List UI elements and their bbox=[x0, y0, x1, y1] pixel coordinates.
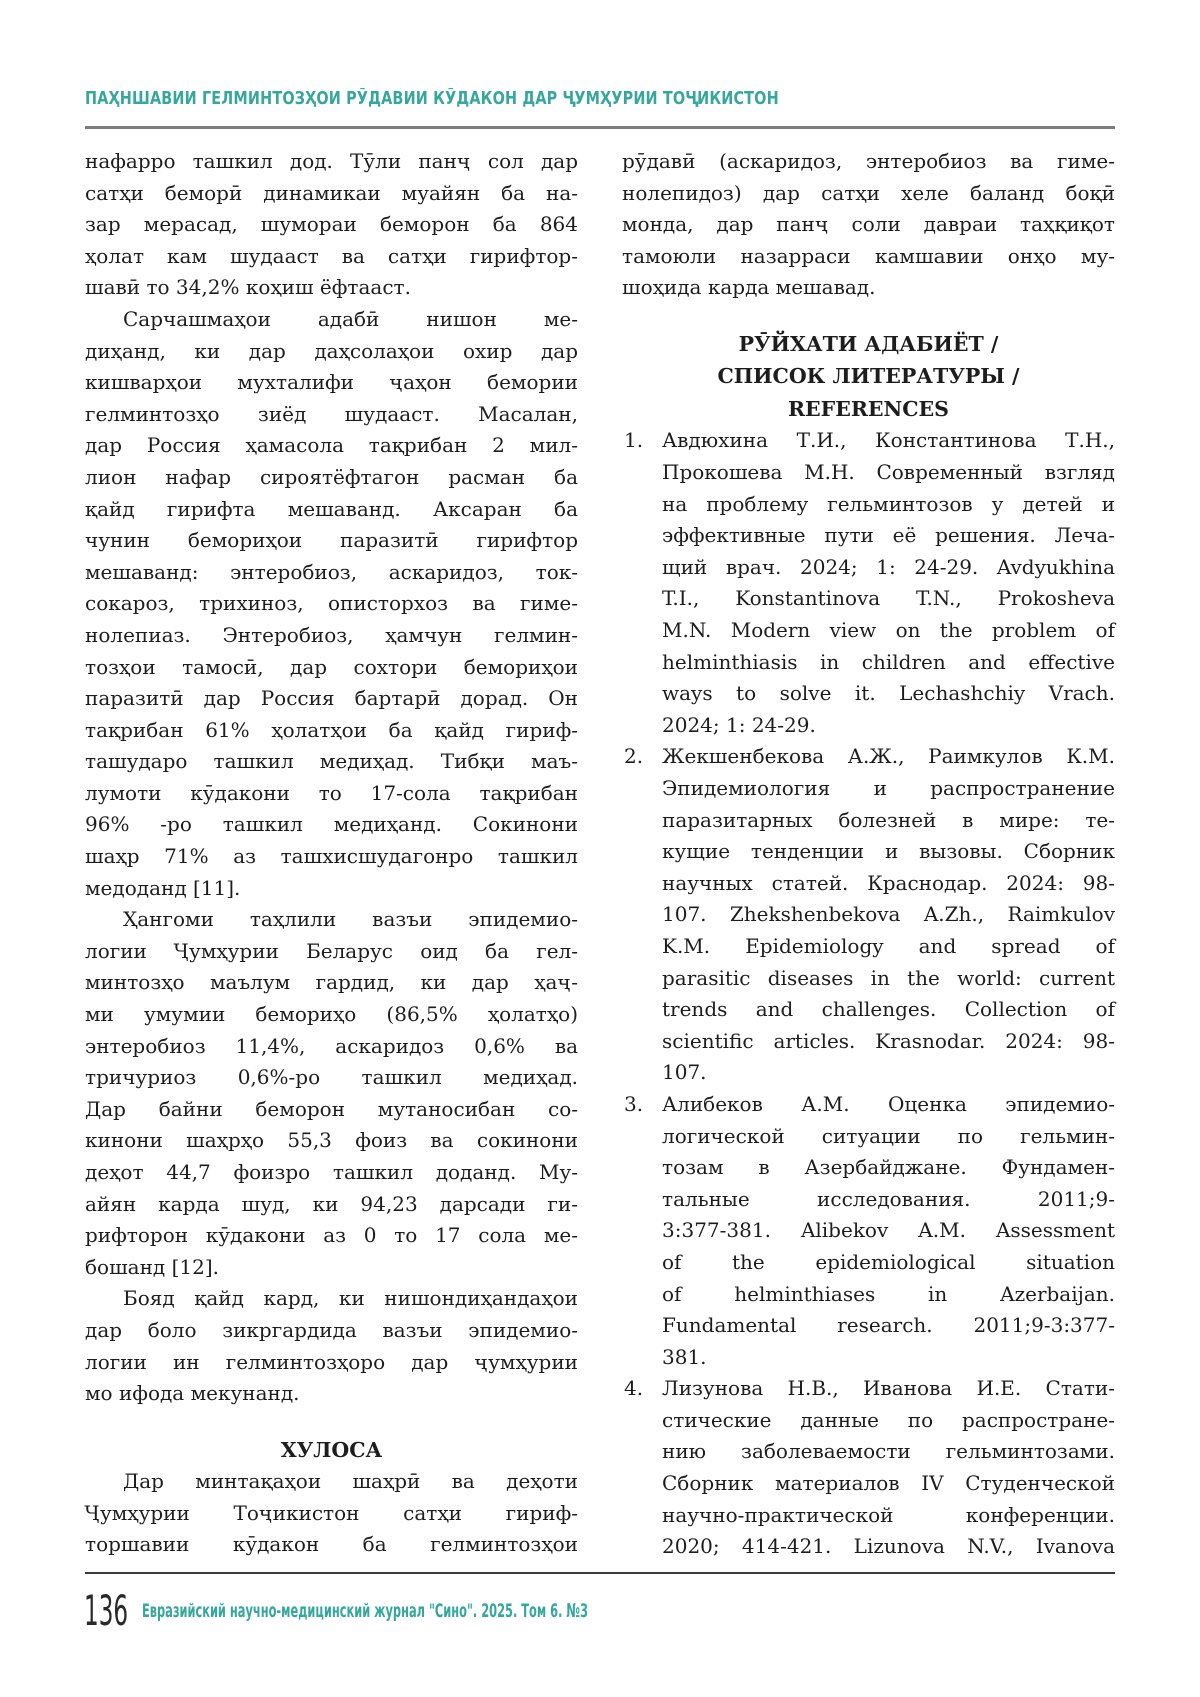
text-line: эффективные пути её решения. Леча- bbox=[662, 523, 1115, 548]
text-line: диҳанд, ки дар даҳсолаҳои охир дар bbox=[85, 338, 578, 363]
reference-item bbox=[622, 1373, 1115, 1563]
text-line: чунин бемориҳои паразитӣ гирифтор bbox=[85, 528, 578, 553]
text-line: бошанд [12]. bbox=[85, 1254, 220, 1279]
text-line: 2020; 414-421. Lizunova N.V., Ivanova bbox=[662, 1534, 1115, 1559]
text-line: ташударо ташкил медиҳад. Тибқи маъ- bbox=[85, 749, 578, 774]
text-line: медоданд [11]. bbox=[85, 875, 241, 900]
text-line: научно-практической конференции. bbox=[662, 1502, 1115, 1527]
heading-line: REFERENCES bbox=[788, 396, 949, 421]
text-line: кущие тенденции и вызовы. Сборник bbox=[662, 839, 1115, 864]
text-line: of the epidemiological situation bbox=[662, 1249, 1115, 1274]
heading-line: СПИСОК ЛИТЕРАТУРЫ / bbox=[717, 364, 1020, 389]
reference-number: 3. bbox=[624, 1091, 644, 1116]
paragraph bbox=[85, 904, 578, 1283]
text-line: тальные исследования. 2011;9- bbox=[662, 1186, 1115, 1211]
text-line: мо ифода мекунанд. bbox=[85, 1381, 300, 1406]
text-line: 3:377-381. Alibekov A.M. Assessment bbox=[662, 1218, 1115, 1243]
text-line: тозҳои тамосӣ, дар сохтори бемориҳои bbox=[85, 654, 578, 679]
reference-item bbox=[622, 1089, 1115, 1373]
text-line: зар мерасад, шумораи беморон ба 864 bbox=[85, 212, 578, 237]
heading-line: ХУЛОСА bbox=[280, 1437, 383, 1462]
text-line: рӯдавӣ (аскаридоз, энтеробиоз ва гиме- bbox=[622, 149, 1115, 173]
text-line: шаҳр 71% аз ташхисшудагонро ташкил bbox=[85, 844, 578, 869]
text-line: логической ситуации по гельмин- bbox=[662, 1123, 1115, 1148]
text-line: дар Россия ҳамасола тақрибан 2 мил- bbox=[85, 433, 578, 458]
text-line: scientific articles. Krasnodar. 2024: 98- bbox=[662, 1028, 1115, 1053]
text-line: лумоти кӯдакони то 17-сола тақрибан bbox=[85, 780, 578, 805]
text-line: на проблему гельминтозов у детей и bbox=[662, 491, 1115, 516]
reference-number: 1. bbox=[624, 428, 644, 453]
text-line: мешаванд: энтеробиоз, аскаридоз, ток- bbox=[85, 559, 578, 584]
text-line: тақрибан 61% ҳолатҳои ба қайд гириф- bbox=[85, 717, 578, 742]
text-line: паразитарных болезней в мире: те- bbox=[662, 807, 1115, 832]
text-line: логии ин гелминтозҳоро дар ҷумҳурии bbox=[85, 1349, 578, 1374]
text-line: Дар байни беморон мутаносибан со- bbox=[85, 1096, 578, 1121]
text-line: trends and challenges. Collection of bbox=[662, 997, 1115, 1022]
paragraph bbox=[85, 304, 578, 904]
section-heading bbox=[622, 328, 1115, 426]
journal-title: Евразийский научно-медицинский журнал "Сино". 2025. Том 6. №3 bbox=[142, 1600, 589, 1622]
text-line: Fundamental research. 2011;9-3:377- bbox=[662, 1313, 1115, 1338]
heading-line: РӮЙХАТИ АДАБИЁТ / bbox=[738, 331, 999, 356]
text-line: минтозҳо маълум гардид, ки дар ҳаҷ- bbox=[85, 970, 578, 995]
text-line: Сборник материалов IV Студенческой bbox=[662, 1471, 1115, 1496]
text-line: Бояд қайд кард, ки нишондиҳандаҳои bbox=[123, 1286, 578, 1311]
reference-item bbox=[622, 741, 1115, 1089]
text-line: parasitic diseases in the world: current bbox=[662, 965, 1115, 990]
text-line: helminthiasis in children and effective bbox=[662, 649, 1115, 674]
text-line: Прокошева М.Н. Современный взгляд bbox=[662, 460, 1115, 485]
text-line: ways to solve it. Lechashchiy Vrach. bbox=[662, 681, 1115, 706]
text-line: нию заболеваемости гельминтозами. bbox=[662, 1439, 1115, 1464]
text-line: щий врач. 2024; 1: 24-29. Avdyukhina bbox=[662, 554, 1115, 579]
article-body bbox=[85, 146, 1115, 1563]
text-line: шоҳида карда мешавад. bbox=[622, 275, 876, 300]
text-line: энтеробиоз 11,4%, аскаридоз 0,6% ва bbox=[85, 1033, 578, 1058]
text-line: кишварҳои мухталифи ҷаҳон бемории bbox=[85, 370, 578, 395]
text-line: нафарро ташкил дод. Тӯли панҷ сол дар bbox=[85, 149, 578, 173]
text-line: тричуриоз 0,6%-ро ташкил медиҳад. bbox=[85, 1065, 578, 1090]
text-line: 2024; 1: 24-29. bbox=[662, 712, 816, 737]
text-line: сатҳи беморӣ динамикаи муайян ба на- bbox=[85, 180, 578, 205]
text-line: стические данные по распростране- bbox=[662, 1407, 1115, 1432]
paragraph bbox=[622, 146, 1115, 304]
reference-number: 2. bbox=[624, 744, 644, 769]
text-line: Алибеков А.М. Оценка эпидемио- bbox=[662, 1091, 1115, 1116]
text-line: 381. bbox=[662, 1344, 707, 1369]
paragraph bbox=[85, 1466, 578, 1561]
text-line: кинони шаҳрҳо 55,3 фоиз ва сокинони bbox=[85, 1128, 578, 1153]
text-line: Ҳангоми таҳлили вазъи эпидемио- bbox=[123, 907, 578, 932]
text-line: Эпидемиология и распространение bbox=[662, 776, 1115, 800]
text-line: 107. bbox=[662, 1060, 707, 1085]
text-line: гелминтозҳо зиёд шудааст. Масалан, bbox=[85, 401, 578, 426]
text-line: сокароз, трихиноз, описторхоз ва гиме- bbox=[85, 591, 578, 616]
text-line: T.I., Konstantinova T.N., Prokosheva bbox=[662, 586, 1115, 611]
paragraph bbox=[85, 146, 578, 304]
text-line: 107. Zhekshenbekova A.Zh., Raimkulov bbox=[662, 902, 1115, 927]
text-line: ҳолат кам шудааст ва сатҳи гирифтор- bbox=[85, 243, 578, 268]
reference-number: 4. bbox=[624, 1376, 644, 1401]
text-line: монда, дар панҷ соли давраи таҳқиқот bbox=[622, 212, 1115, 237]
text-line: нолепидоз) дар сатҳи хеле баланд боқӣ bbox=[622, 180, 1115, 205]
header-divider bbox=[85, 126, 1115, 129]
text-line: Ҷумҳурии Тоҷикистон сатҳи гириф- bbox=[85, 1500, 578, 1525]
column-right bbox=[622, 146, 1115, 1563]
text-line: 96% -ро ташкил медиҳанд. Сокинони bbox=[85, 812, 578, 837]
text-line: Жекшенбекова А.Ж., Раимкулов К.М. bbox=[662, 744, 1115, 769]
text-line: научных статей. Краснодар. 2024: 98- bbox=[662, 870, 1115, 895]
section-heading bbox=[85, 1434, 578, 1467]
text-line: торшавии кӯдакон ба гелминтозҳои bbox=[85, 1532, 578, 1557]
text-line: паразитӣ дар Россия бартарӣ дорад. Он bbox=[85, 686, 578, 711]
paragraph bbox=[85, 1283, 578, 1409]
text-line: деҳот 44,7 фоизро ташкил доданд. Му- bbox=[85, 1160, 578, 1184]
text-line: лион нафар сироятёфтагон расман ба bbox=[85, 464, 578, 489]
text-line: ми умумии бемориҳо (86,5% ҳолатҳо) bbox=[85, 1002, 578, 1027]
reference-item bbox=[622, 425, 1115, 741]
text-line: логии Ҷумҳурии Беларус оид ба гел- bbox=[85, 938, 578, 963]
text-line: Дар минтақаҳои шаҳрӣ ва деҳоти bbox=[123, 1469, 578, 1494]
text-line: шавӣ то 34,2% коҳиш ёфтааст. bbox=[85, 275, 411, 300]
text-line: of helminthiases in Azerbaijan. bbox=[662, 1281, 1115, 1306]
text-line: Авдюхина Т.И., Константинова Т.Н., bbox=[662, 428, 1115, 453]
footer-divider bbox=[85, 1572, 1115, 1574]
text-line: рифторон кӯдакони аз 0 то 17 сола ме- bbox=[85, 1223, 578, 1248]
text-line: нолепиаз. Энтеробиоз, ҳамчун гелмин- bbox=[85, 622, 578, 647]
text-line: тамоюли назарраси камшавии онҳо му- bbox=[622, 243, 1115, 268]
text-line: Лизунова Н.В., Иванова И.Е. Стати- bbox=[662, 1376, 1115, 1401]
text-line: K.M. Epidemiology and spread of bbox=[662, 933, 1115, 958]
column-left bbox=[85, 146, 578, 1561]
running-head-title: ПАҲНШАВИИ ГЕЛМИНТОЗҲОИ РӮДАВИИ КӮДАКОН ДАР ҶУМҲУРИИ ТОҶИКИСТОН bbox=[85, 88, 779, 109]
text-line: M.N. Modern view on the problem of bbox=[662, 618, 1115, 643]
page-number: 136 bbox=[84, 1586, 129, 1635]
text-line: дар боло зикргардида вазъи эпидемио- bbox=[85, 1317, 578, 1342]
text-line: айян карда шуд, ки 94,23 дарсади ги- bbox=[85, 1191, 578, 1216]
text-line: Сарчашмаҳои адабӣ нишон ме- bbox=[123, 306, 578, 331]
text-line: тозам в Азербайджане. Фундамен- bbox=[662, 1155, 1115, 1180]
text-line: қайд гирифта мешаванд. Аксаран ба bbox=[85, 496, 578, 521]
